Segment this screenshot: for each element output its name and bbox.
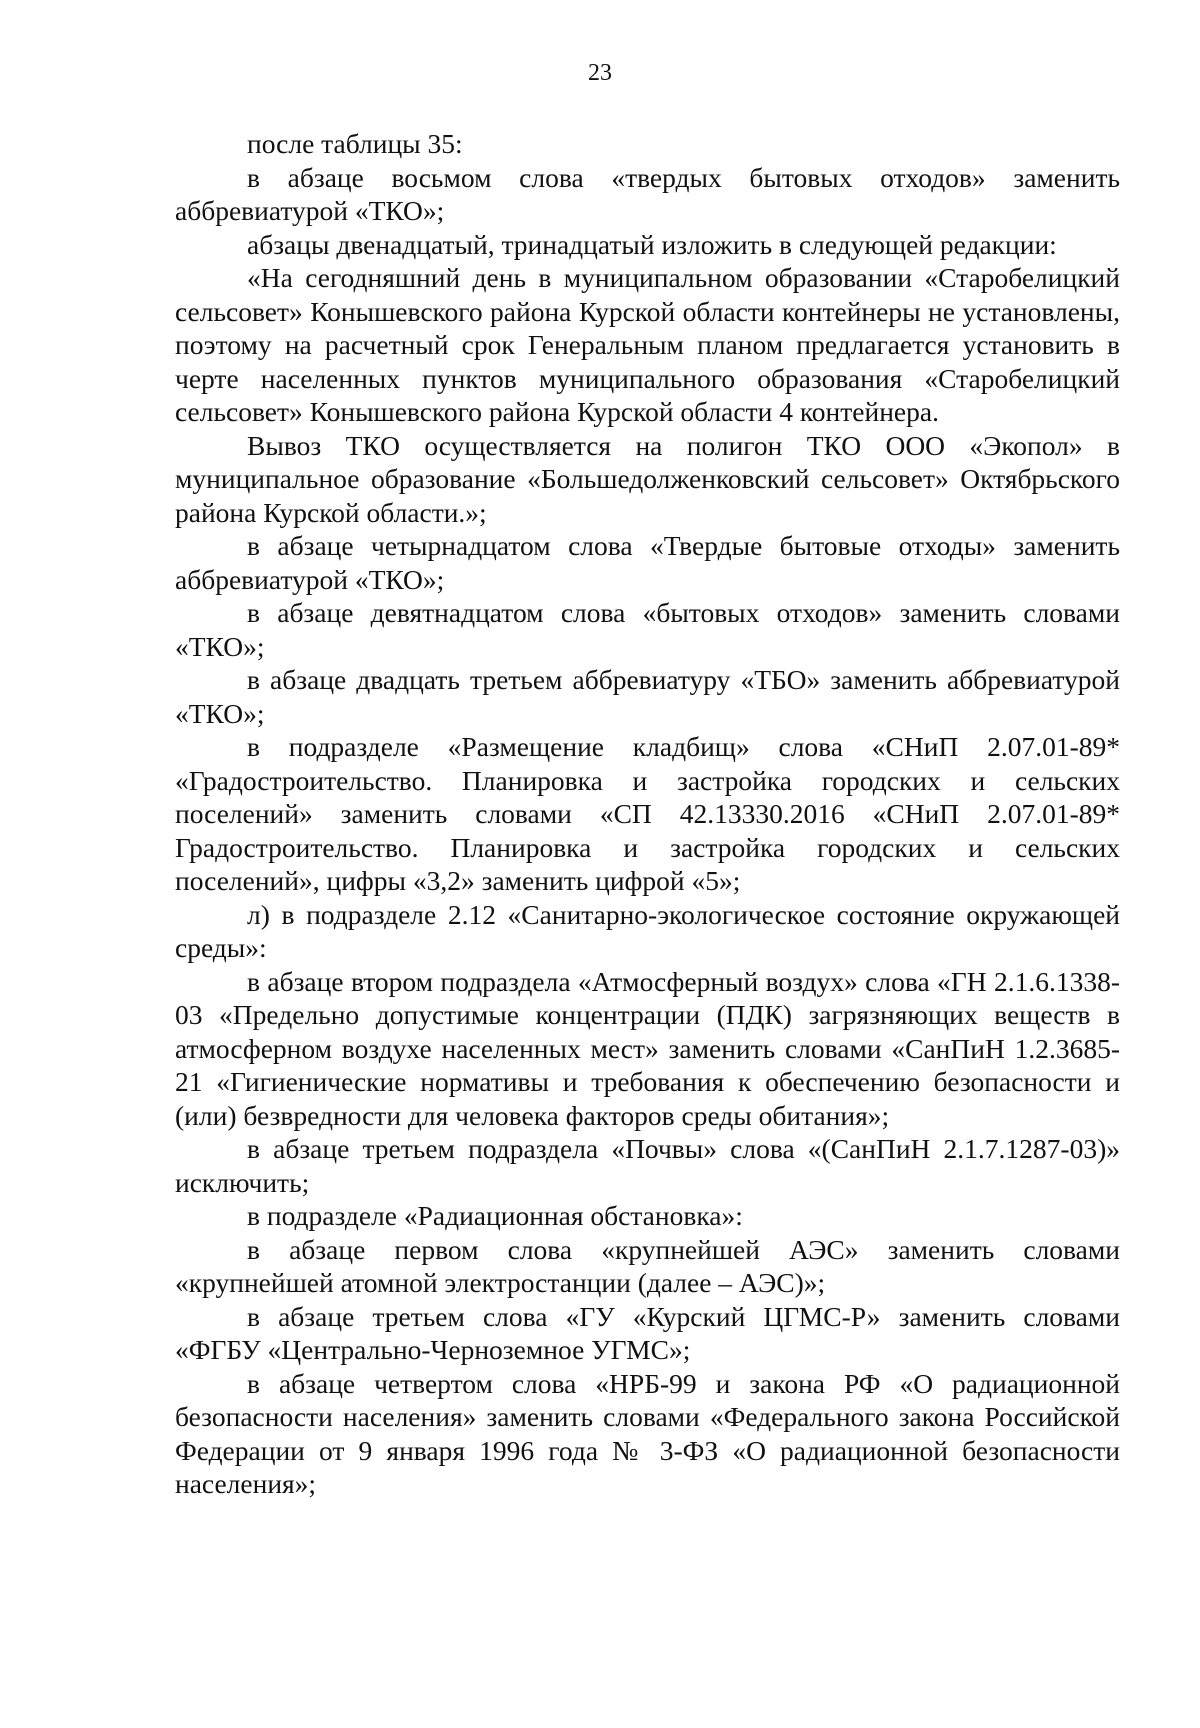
page-number: 23 xyxy=(588,60,612,86)
paragraph-abzac-23: в абзаце двадцать третьем аббревиатуру «ТБО» заменить аббревиатурой «ТКО»; xyxy=(175,664,1120,729)
paragraph-abzac-12-13: абзацы двенадцатый, тринадцатый изложить в следующей редакции: xyxy=(247,228,1057,260)
paragraph-atmosphere: в абзаце втором подраздела «Атмосферный воздух» слова «ГН 2.1.6.1338-03 «Предельно допустимые концентрации (ПДК) загрязняющих веществ в атмосферном воздухе населенных мест» заменить словами «СанПиН 1.2.3685-21 «Гигиенические нормативы и требования к обеспечению безопасности и (или) безвредности для человека факторов среды обитания»; xyxy=(175,965,1120,1131)
paragraph-abzac-8: в абзаце восьмом слова «твердых бытовых отходов» заменить аббревиатурой «ТКО»; xyxy=(175,161,1120,226)
paragraph-subsection-2-12: л) в подразделе 2.12 «Санитарно-экологическое состояние окружающей среды»: xyxy=(175,898,1120,963)
paragraph-soils: в абзаце третьем подраздела «Почвы» слова «(СанПиН 2.1.7.1287-03)» исключить; xyxy=(175,1133,1120,1198)
paragraph-after-table-35: после таблицы 35: xyxy=(247,128,463,159)
paragraph-radiation-abzac-3: в абзаце третьем слова «ГУ «Курский ЦГМС-Р» заменить словами «ФГБУ «Центрально-Черноземное УГМС»; xyxy=(175,1300,1120,1365)
paragraph-radiation-heading: в подразделе «Радиационная обстановка»: xyxy=(247,1200,743,1231)
paragraph-quote-tko-export: Вывоз ТКО осуществляется на полигон ТКО ООО «Экопол» в муниципальное образование «Большедолженковский сельсовет» Октябрьского района Курской области.»; xyxy=(175,429,1120,528)
paragraph-abzac-19: в абзаце девятнадцатом слова «бытовых отходов» заменить словами «ТКО»; xyxy=(175,597,1120,662)
paragraph-abzac-14: в абзаце четырнадцатом слова «Твердые бытовые отходы» заменить аббревиатурой «ТКО»; xyxy=(175,530,1120,595)
paragraph-radiation-abzac-1: в абзаце первом слова «крупнейшей АЭС» заменить словами «крупнейшей атомной электростанции (далее – АЭС)»; xyxy=(175,1233,1120,1298)
paragraph-cemeteries: в подразделе «Размещение кладбищ» слова «СНиП 2.07.01-89* «Градостроительство. Планировка и застройка городских и сельских поселений» заменить словами «СП 42.13330.2016 «СНиП 2.07.01-89* Градостроительство. Планировка и застройка городских и сельских поселений», цифры «3,2» заменить цифрой «5»; xyxy=(175,731,1120,896)
document-body xyxy=(175,127,1120,1501)
paragraph-quote-containers: «На сегодняшний день в муниципальном образовании «Старобелицкий сельсовет» Конышевского района Курской области контейнеры не установлены, поэтому на расчетный срок Генеральным планом предлагается установить в черте населенных пунктов муниципального образования «Старобелицкий сельсовет» Конышевского района Курской области 4 контейнера. xyxy=(175,262,1120,427)
paragraph-radiation-abzac-4: в абзаце четвертом слова «НРБ-99 и закона РФ «О радиационной безопасности населения» заменить словами «Федерального закона Российской Федерации от 9 января 1996 года № 3-ФЗ «О радиационной безопасности населения»; xyxy=(175,1367,1120,1499)
